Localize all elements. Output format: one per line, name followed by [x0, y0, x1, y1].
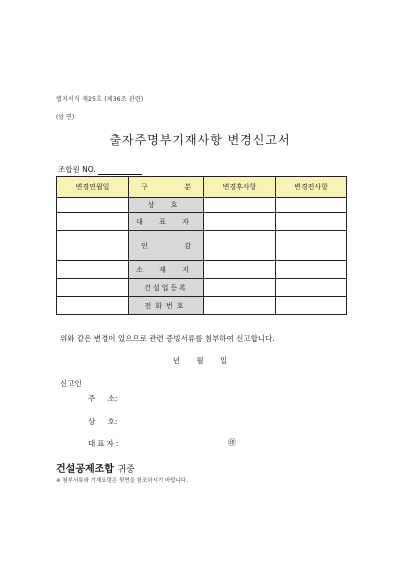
- col-category-part-1: 구: [141, 183, 148, 191]
- after-cell[interactable]: [204, 297, 276, 315]
- item-company-name: 상 호: [129, 198, 204, 213]
- date-line: [0, 355, 400, 366]
- member-number-label: 조합원 NO.: [58, 165, 96, 174]
- table-row: [57, 231, 347, 261]
- date-cell[interactable]: [57, 297, 129, 315]
- company-name-field[interactable]: 상 호:: [88, 417, 118, 426]
- before-cell[interactable]: [276, 198, 347, 213]
- side-label: (앞 면): [56, 114, 75, 121]
- item-address: 소 재 지: [129, 261, 204, 279]
- col-category: [129, 177, 204, 198]
- after-cell[interactable]: [204, 279, 276, 297]
- col-change-date: 변경연월일: [57, 177, 129, 198]
- statement-text: 위와 같은 변경이 있으므로 관련 증빙서류를 첨부하여 신고합니다.: [60, 334, 275, 343]
- item-construction-registration: 건설업등록: [129, 279, 204, 297]
- date-day[interactable]: 일: [220, 356, 228, 365]
- item-representative: 대 표 자: [129, 213, 204, 231]
- after-cell[interactable]: [204, 231, 276, 261]
- col-category-part-2: 분: [184, 183, 191, 191]
- col-before-change: 변경전사항: [276, 177, 347, 198]
- col-after-change: 변경후사항: [204, 177, 276, 198]
- recipient-suffix: 귀중: [117, 465, 135, 475]
- form-reference: 별지서식 제25호 (제36조 관련): [56, 96, 144, 103]
- date-month[interactable]: 월: [196, 356, 204, 365]
- table-row: [57, 213, 347, 231]
- table-row: [57, 261, 347, 279]
- representative-field[interactable]: 대표자:: [88, 439, 121, 448]
- date-cell[interactable]: [57, 231, 129, 261]
- before-cell[interactable]: [276, 297, 347, 315]
- item-seal: 인 감: [129, 231, 204, 261]
- date-cell[interactable]: [57, 213, 129, 231]
- change-table: [56, 176, 347, 315]
- after-cell[interactable]: [204, 213, 276, 231]
- date-cell[interactable]: [57, 261, 129, 279]
- before-cell[interactable]: [276, 231, 347, 261]
- seal-mark: ㊞: [228, 438, 236, 447]
- member-number-blank[interactable]: [98, 174, 142, 175]
- before-cell[interactable]: [276, 261, 347, 279]
- before-cell[interactable]: [276, 279, 347, 297]
- date-year[interactable]: 년: [172, 356, 180, 365]
- table-row: [57, 297, 347, 315]
- reporter-label: 신고인: [60, 379, 82, 388]
- table-header-row: [57, 177, 347, 198]
- document-title: 출자주명부기재사항 변경신고서: [109, 133, 291, 147]
- address-field[interactable]: 주 소:: [88, 394, 118, 403]
- item-phone: 전화번호: [129, 297, 204, 315]
- date-cell[interactable]: [57, 198, 129, 213]
- recipient: [56, 460, 135, 475]
- recipient-name: 건설공제조합: [56, 464, 114, 475]
- member-number: [58, 164, 142, 175]
- date-cell[interactable]: [57, 279, 129, 297]
- footnote: ※ 첨부서류와 기재요령은 뒷면을 참조하시기 바랍니다.: [56, 478, 188, 484]
- after-cell[interactable]: [204, 261, 276, 279]
- before-cell[interactable]: [276, 213, 347, 231]
- after-cell[interactable]: [204, 198, 276, 213]
- table-row: [57, 198, 347, 213]
- table-row: [57, 279, 347, 297]
